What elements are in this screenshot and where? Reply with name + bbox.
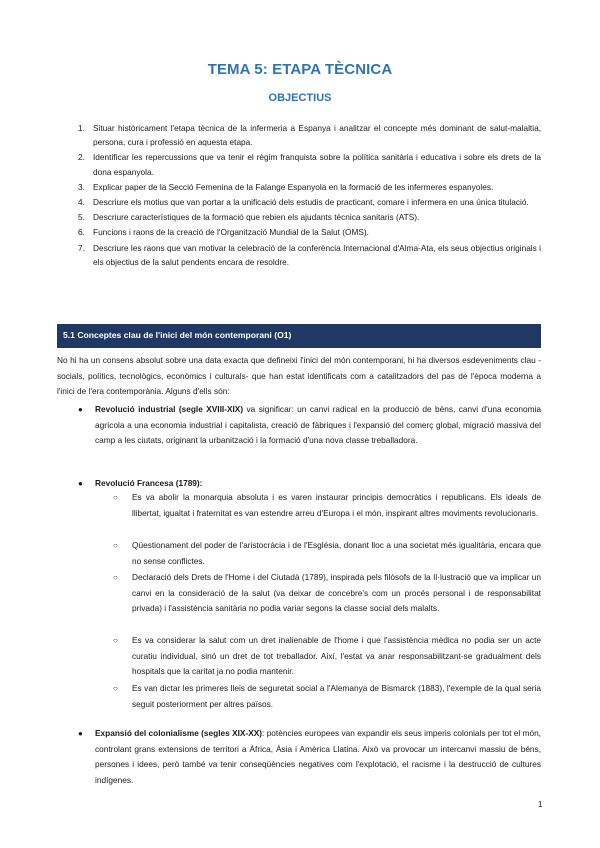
list-number: 1.: [78, 123, 85, 133]
bullet-heading: Revolució Francesa (1789):: [95, 478, 203, 488]
list-number: 7.: [78, 242, 85, 253]
circle-bullet-icon: ○: [113, 493, 118, 502]
list-item: [78, 210, 541, 224]
sub-bullet-text: Es va abolir la monarquia absoluta i es varen instaurar principis democràtics i republicans. Els ideals de llibertat, igualtat i fraternitat es van estendre arreu d'Europa i el món, inspirant altres moviments revolucionaris.: [132, 492, 541, 518]
bullet-text: : potències europees van expandir els seus imperis colonials per tot el món, controlant grans extensions de territori a Àfrica, Àsia i Amèrica Llatina. Això va provocar un intercanvi massiu de béns, persones i idees, però també va tenir conseqüències negatives com l'explotació, el racisme i la destrucció de cultures indígenes.: [95, 728, 541, 785]
bullet-colonialism: [78, 726, 541, 788]
bullet-icon: ●: [78, 729, 83, 738]
sub-bullet-text: Declaració dels Drets de l'Home i del Ciutadà (1789), inspirada pels filòsofs de la Il·lustració que va implicar un canvi en la consideració de la salut (va deixar de concebre's com un procés personal i de responsabilitat privada) i l'assistència sanitària no podia variar segons la classe social dels malalts.: [132, 572, 541, 614]
bullet-icon: ●: [78, 405, 83, 414]
list-item: [78, 195, 541, 209]
list-text: Identificar les repercussions que va tenir el règim franquista sobre la política sanitària i educativa i sobre els drets de la dona espanyola.: [93, 152, 541, 177]
list-text: Situar històricament l'etapa tècnica de la infermeria a Espanya i analitzar el concepte més dominant de salut-malaltia, persona, cura i professió en aquesta etapa.: [93, 123, 541, 148]
list-item: [78, 150, 541, 178]
circle-bullet-icon: ○: [113, 636, 118, 645]
list-item: [78, 241, 541, 269]
list-number: 4.: [78, 197, 85, 208]
list-item: [78, 225, 541, 239]
list-text: Descriure els motius que van portar a la unificació dels estudis de practicant, comare i infermera en una única titulació.: [93, 197, 529, 208]
bullet-icon: ●: [78, 479, 83, 488]
section-heading: 5.1 Conceptes clau de l'inici del món contemporani (O1): [63, 330, 292, 340]
sub-bullet-text: Es van dictar les primeres lleis de seguretat social a l'Alemanya de Bismarck (1883), l'exemple de la qual seria seguit posteriorment per altres països.: [132, 683, 541, 709]
sub-bullet: [113, 490, 541, 521]
list-text: Descriure característiques de la formació que rebien els ajudants tècnica sanitaris (ATS).: [93, 212, 420, 223]
page-title: TEMA 5: ETAPA TÈCNICA: [207, 61, 393, 78]
sub-bullet-text: Es va considerar la salut com un dret inalienable de l'home i que l'assistència mèdica no podia ser un acte curatiu individual, sinó un dret de tot treballador. Així, l'estat va anar responsabilitzant-se gradualment dels hospitals que la caritat ja no podia mantenir.: [132, 635, 541, 677]
list-item: [78, 121, 541, 149]
section-subtitle: OBJECTIUS: [268, 92, 332, 104]
list-number: 3.: [78, 181, 85, 192]
intro-paragraph: No hi ha un consens absolut sobre una data exacta que defineixi l'inici del món contemporani, hi ha diversos esdeveniments clau -socials, polítics, tecnològics, econòmics i culturals- que han estat identificats com a catalitzadors del pas de l'època moderna a l'inici de l'era contemporània. Alguns d'ells són:: [57, 355, 541, 397]
objectives-list: [78, 121, 541, 270]
list-number: 5.: [78, 212, 85, 223]
bullet-industrial-revolution: [78, 402, 541, 449]
sub-bullet: [113, 538, 541, 569]
circle-bullet-icon: ○: [113, 684, 118, 693]
bullet-text: va significar: un canvi radical en la producció de béns, canvi d'una economia agrícola a una economia industrial i capitalista, creació de fàbriques i l'expansió del comerç global, migració massiva del camp a les ciutats, originant la urbanització i la formació d'una nova classe treballadora.: [95, 404, 541, 446]
page-number: 1: [538, 800, 543, 809]
sub-bullet-text: Qüestionament del poder de l'aristocràcia i de l'Església, donant lloc a una societat més igualitària, encara que no sense conflictes.: [132, 540, 541, 566]
sub-bullet: [113, 681, 541, 712]
list-text: Explicar paper de la Secció Femenina de la Falange Espanyola en la formació de les infermeres espanyoles.: [93, 181, 494, 192]
sub-bullet: [113, 633, 541, 680]
bullet-heading: Expansió del colonialisme (segles XIX-XX): [95, 728, 263, 738]
bullet-heading: Revolució industrial (segle XVIII-XIX): [95, 404, 244, 414]
list-text: Funcions i raons de la creació de l'Organització Mundial de la Salut (OMS).: [93, 227, 369, 238]
list-text: Descriure les raons que van motivar la celebració de la conferència Internacional d'Alma-Ata, els seus objectius originals i els objectius de la salut pendents encara de resoldre.: [93, 242, 541, 267]
circle-bullet-icon: ○: [113, 541, 118, 550]
list-number: 2.: [78, 152, 85, 163]
section-heading-bar: [57, 324, 541, 348]
circle-bullet-icon: ○: [113, 573, 118, 582]
sub-bullet: [113, 570, 541, 617]
list-number: 6.: [78, 227, 85, 238]
list-item: [78, 180, 541, 194]
